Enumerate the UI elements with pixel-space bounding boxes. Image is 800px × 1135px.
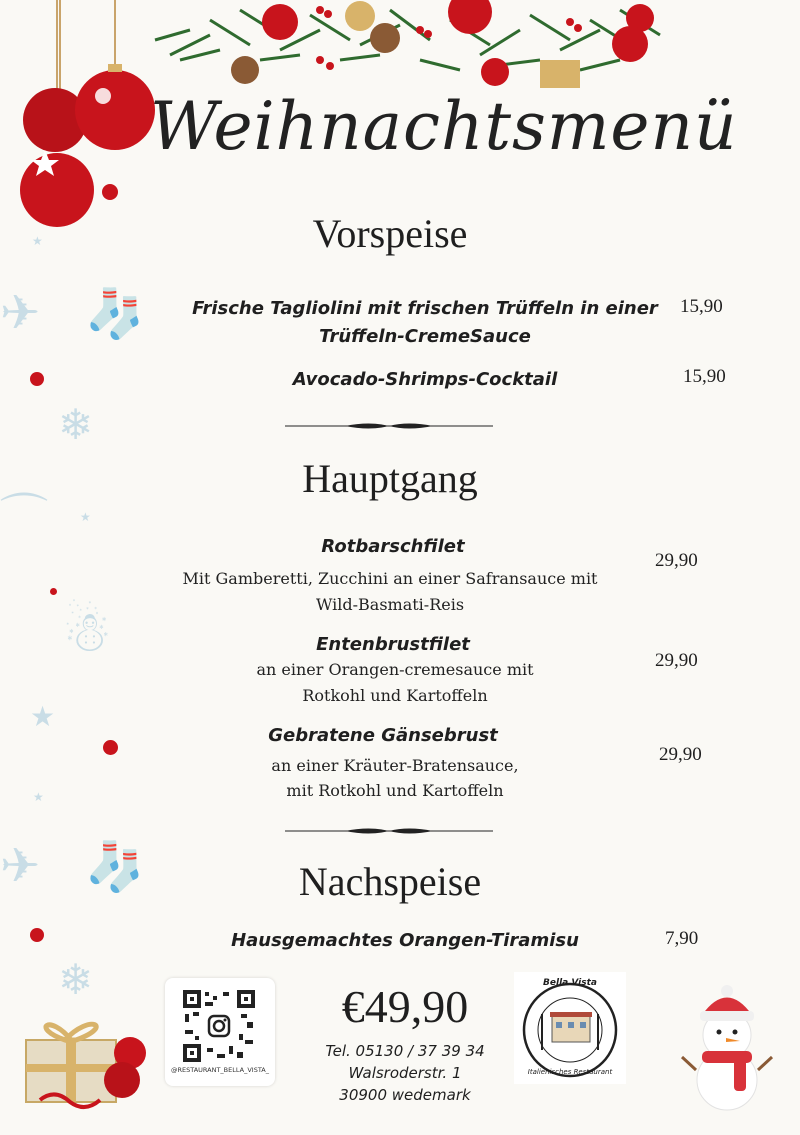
restaurant-logo [514, 972, 626, 1084]
candy-cane-decoration: ✈ [0, 838, 41, 894]
dish-price: 15,90 [683, 366, 726, 387]
dish-name: Avocado-Shrimps-Cocktail [292, 369, 558, 390]
candy-cane-decoration: ⌒ [0, 489, 49, 545]
gift-box-decoration [20, 1008, 155, 1113]
dish-name: Gebratene Gänsebrust [268, 725, 498, 746]
stocking-decoration: 🧦 [85, 286, 145, 342]
street-address: Walsroderstr. 1 [348, 1064, 462, 1082]
dish-price: 7,90 [665, 928, 699, 949]
hanging-ornaments-decoration [15, 0, 165, 235]
red-dot-decoration [30, 928, 44, 942]
menu-title: Weihnachtsmenü [150, 88, 738, 165]
star-decoration: ★ [30, 700, 56, 733]
dish-description: Mit Gamberetti, Zucchini an einer Safransauce mit [182, 569, 598, 588]
dish-name: Entenbrustfilet [316, 634, 470, 655]
star-decoration: ★ [80, 510, 91, 524]
dish-name: Trüffeln-CremeSauce [319, 326, 531, 347]
snowman-decoration [680, 985, 775, 1115]
dish-description: an einer Orangen-cremesauce mit [256, 660, 534, 679]
red-dot-decoration [103, 740, 118, 755]
qr-code-icon [183, 990, 255, 1062]
menu-price: €49,90 [341, 981, 469, 1032]
star-decoration: ★ [32, 234, 43, 248]
red-dot-decoration [50, 588, 57, 595]
instagram-qr-card[interactable] [165, 978, 275, 1086]
dish-description: Wild-Basmati-Reis [315, 595, 465, 614]
dish-price: 15,90 [680, 296, 723, 317]
city-address: 30900 wedemark [339, 1086, 471, 1104]
dish-description: an einer Kräuter-Bratensauce, [271, 756, 519, 775]
dish-price: 29,90 [659, 744, 702, 765]
christmas-garland-decoration [150, 0, 670, 92]
dish-name: Hausgemachtes Orangen-Tiramisu [231, 930, 579, 951]
section-heading-vorspeise: Vorspeise [312, 211, 468, 256]
instagram-handle: @RESTAURANT_BELLA_VISTA_ [170, 1066, 269, 1074]
dish-name: Frische Tagliolini mit frischen Trüffeln in einer [192, 298, 658, 319]
snowflake-decoration: ❄ [58, 400, 94, 449]
phone-number: Tel. 05130 / 37 39 34 [325, 1042, 485, 1060]
section-heading-nachspeise: Nachspeise [298, 859, 482, 904]
section-heading-hauptgang: Hauptgang [302, 456, 478, 501]
stocking-decoration: 🧦 [85, 839, 145, 895]
snowflake-decoration: ❄ [58, 955, 94, 1004]
dish-name: Rotbarschfilet [321, 536, 465, 557]
gingerbread-decoration: ☃ [62, 600, 113, 665]
logo-subtitle: Italienisches Restaurant [527, 1068, 613, 1076]
logo-name: Bella Vista [543, 978, 597, 988]
dish-description: Rotkohl und Kartoffeln [302, 686, 488, 705]
dish-price: 29,90 [655, 550, 698, 571]
red-dot-decoration [30, 372, 44, 386]
dish-price: 29,90 [655, 650, 698, 671]
star-decoration: ★ [33, 790, 44, 804]
section-divider [285, 825, 493, 837]
candy-cane-decoration: ✈ [0, 285, 41, 341]
section-divider [285, 420, 493, 432]
dish-description: mit Rotkohl und Kartoffeln [286, 781, 504, 800]
